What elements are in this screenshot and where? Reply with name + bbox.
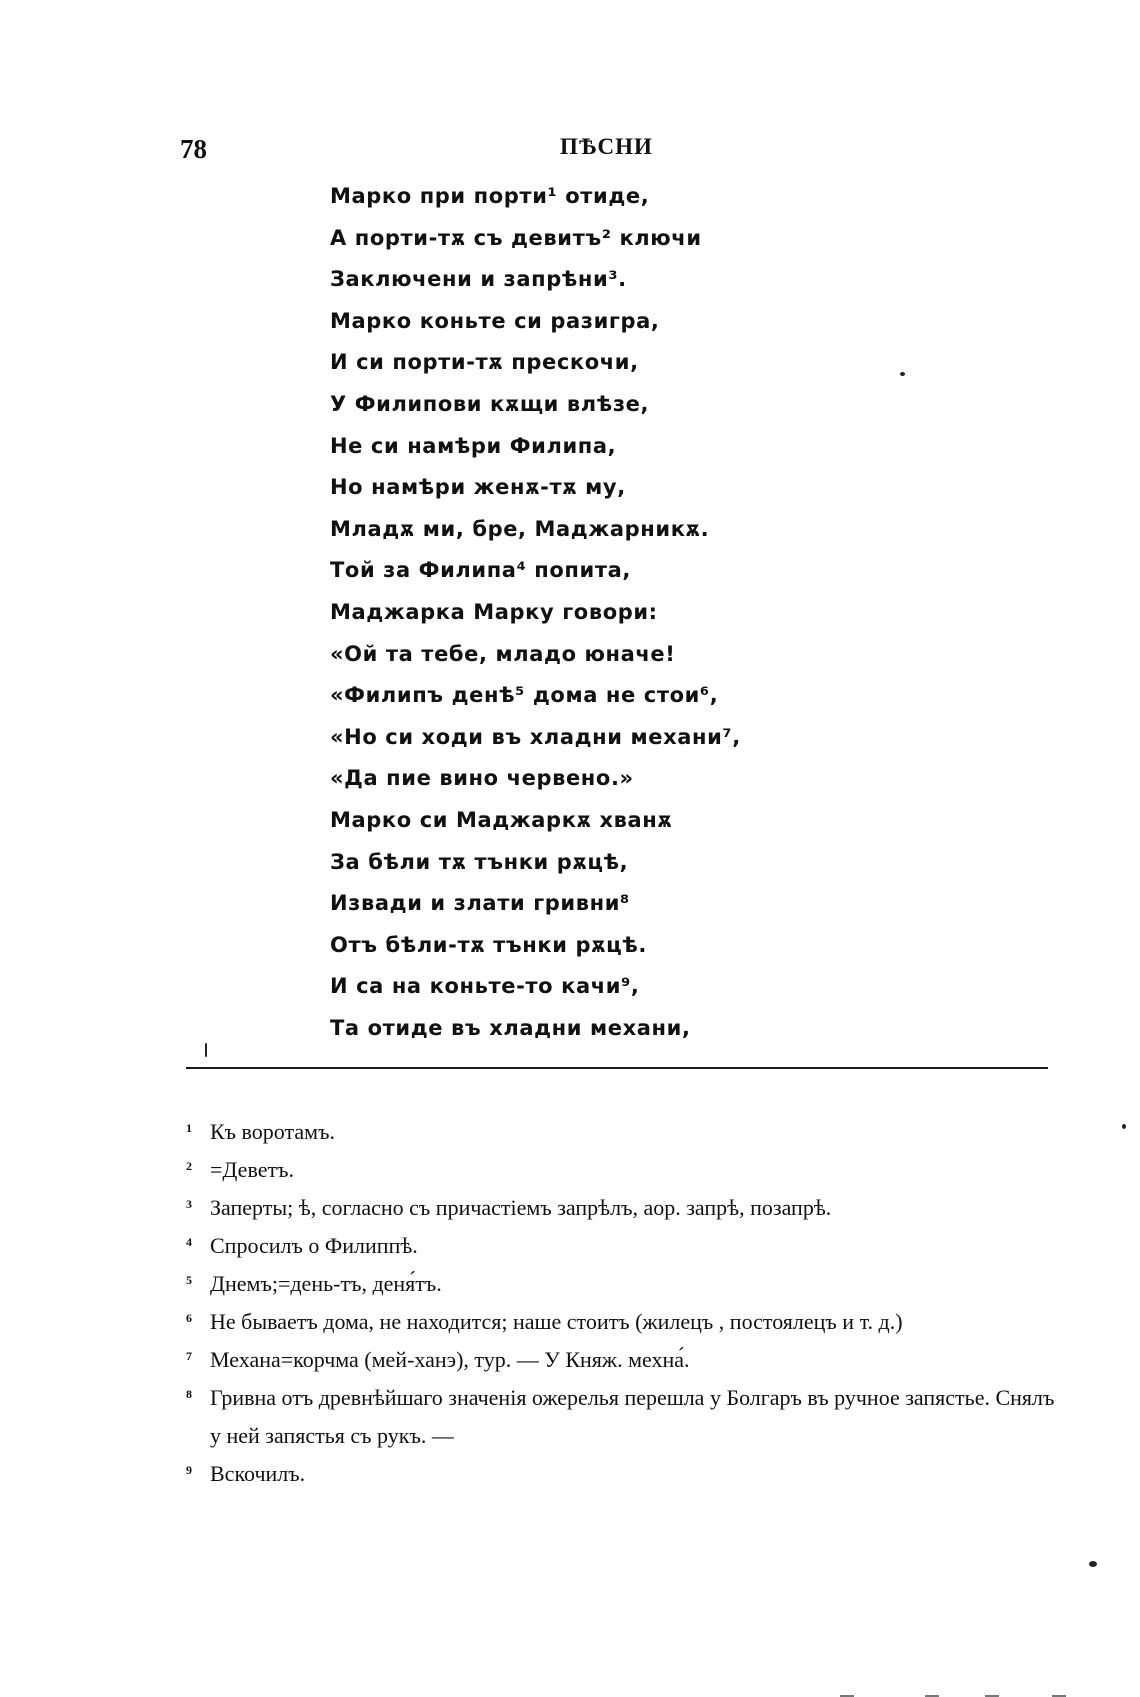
scan-speck: [1089, 1561, 1097, 1567]
footnote-text: =Деветъ.: [210, 1157, 294, 1182]
verse-line: «Филипъ денѣ⁵ дома не стои⁶,: [330, 683, 719, 708]
footnote-number: 7: [186, 1349, 192, 1363]
footnote: [186, 1455, 1066, 1493]
scan-speck: [900, 372, 905, 376]
verse-line: «Ой та тебе, младо юначе!: [330, 641, 676, 666]
verse-line: Марко коньте си разигра,: [330, 308, 660, 333]
footnote-number: 9: [186, 1463, 192, 1477]
footnote: [186, 1379, 1066, 1455]
footnote-text: Не бываетъ дома, не находится; наше стоитъ (жилецъ , постоялецъ и т. д.): [210, 1309, 903, 1334]
verse-line: «Да пие вино червено.»: [330, 766, 634, 791]
verse-line: За бѣли тѫ тънки рѫцѣ,: [330, 849, 629, 874]
verse-line: Заключени и запрѣни³.: [330, 267, 627, 292]
verse-line: Младѫ ми, бре, Маджарникѫ.: [330, 516, 710, 541]
verse-line: У Филипови кѫщи влѣзе,: [330, 391, 650, 416]
verse-line: Не си намѣри Филипа,: [330, 433, 617, 458]
scan-speck: [205, 1043, 207, 1057]
footnotes: [186, 1113, 1066, 1493]
footnote: [186, 1341, 1066, 1379]
footnote-text: Механа=корчма (мей-ханэ), тур. — У Княж. мехна́.: [210, 1347, 690, 1372]
footnote-text: Заперты; ѣ, согласно съ причастіемъ запрѣлъ, аор. запрѣ, позапрѣ.: [210, 1195, 832, 1220]
footnote-number: 6: [186, 1311, 192, 1325]
footnote: [186, 1151, 1066, 1189]
verse-line: Марко си Маджаркѫ хванѫ: [330, 807, 673, 832]
footnote-number: 1: [186, 1121, 192, 1135]
footnote-number: 2: [186, 1159, 192, 1173]
verse-block: [330, 176, 890, 1049]
footnote: [186, 1227, 1066, 1265]
scan-speck: [1122, 1124, 1126, 1129]
footnote-number: 5: [186, 1273, 192, 1287]
footnote: [186, 1189, 1066, 1227]
footnote-text: Къ воротамъ.: [210, 1119, 335, 1144]
verse-line: А порти-тѫ съ девитъ² ключи: [330, 225, 702, 250]
verse-line: Отъ бѣли-тѫ тънки рѫцѣ.: [330, 932, 647, 957]
footnote-text: Спросилъ о Филиппѣ.: [210, 1233, 418, 1258]
verse-line: И си порти-тѫ прескочи,: [330, 350, 639, 375]
page-number: 78: [180, 134, 207, 164]
verse-line: Марко при порти¹ отиде,: [330, 184, 650, 208]
verse-line: И са на коньте-то качи⁹,: [330, 974, 640, 999]
verse-line: Той за Филипа⁴ попита,: [330, 558, 631, 583]
footnote-text: Днемъ;=день-тъ, деня́тъ.: [210, 1271, 442, 1296]
verse-line: Маджарка Марку говори:: [330, 599, 658, 624]
footnote-divider: [186, 1067, 1048, 1069]
footnote-text: Вскочилъ.: [210, 1461, 306, 1486]
footnote: [186, 1113, 1066, 1151]
verse-line: «Но си ходи въ хладни механи⁷,: [330, 724, 741, 749]
verse-line: Извади и злати гривни⁸: [330, 891, 630, 916]
footnote-text: Гривна отъ древнѣйшаго значенія ожерелья перешла у Болгаръ въ ручное запястье. Снялъ у ней запястья съ рукъ. —: [210, 1385, 1055, 1448]
running-head: ПѢСНИ: [560, 134, 653, 159]
footnote-number: 3: [186, 1197, 192, 1211]
verse-line: Но намѣри женѫ-тѫ му,: [330, 475, 626, 500]
verse-line: Та отиде въ хладни механи,: [330, 1015, 691, 1040]
footnote: [186, 1265, 1066, 1303]
footnote-number: 4: [186, 1235, 192, 1249]
footnote: [186, 1303, 1066, 1341]
footnote-number: 8: [186, 1387, 192, 1401]
